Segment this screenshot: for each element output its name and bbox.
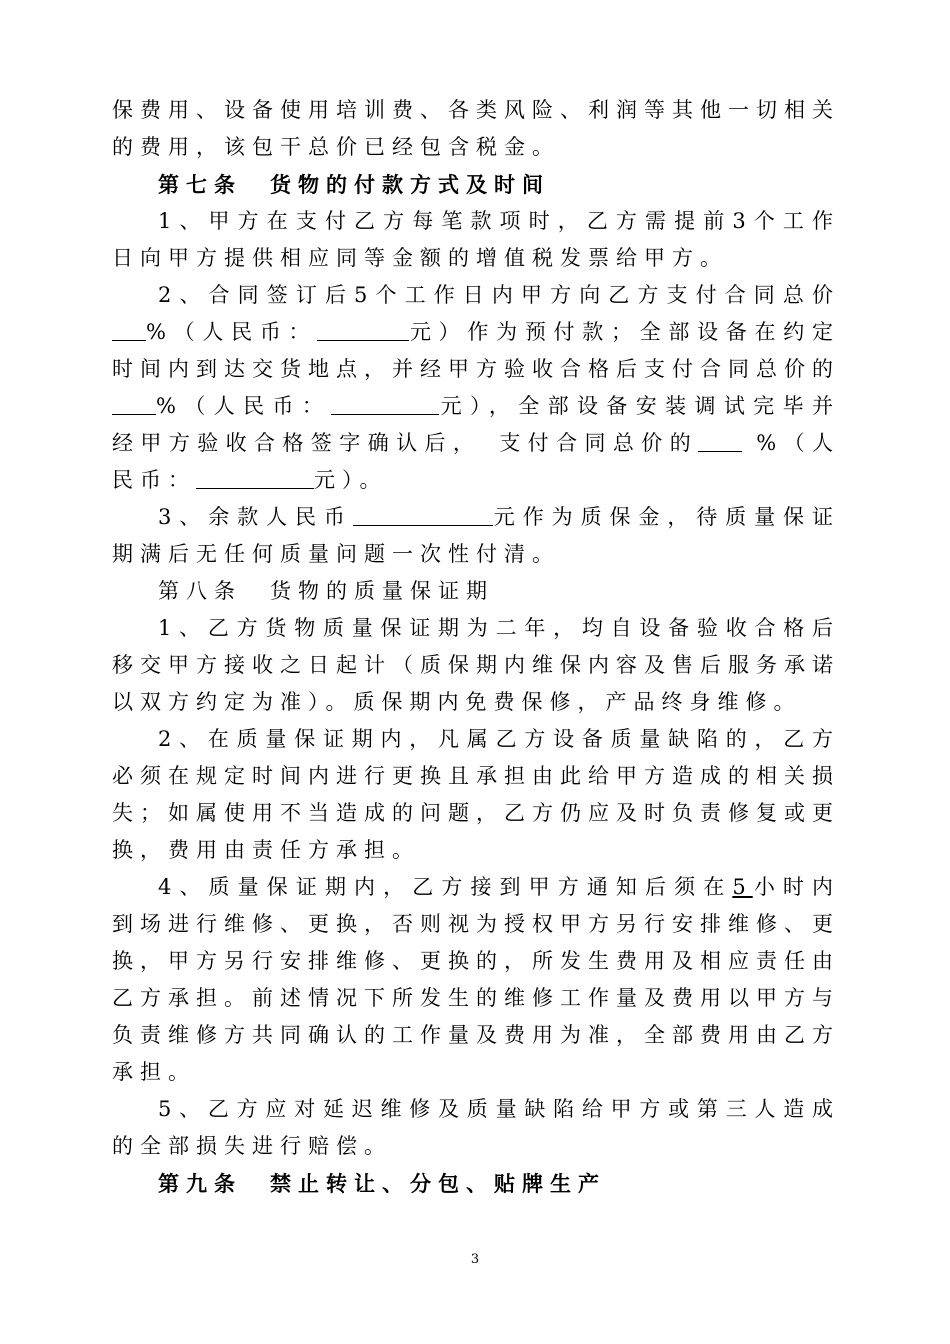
blank-amount-3: [196, 466, 314, 489]
blank-percent-3: [698, 429, 742, 452]
page-number: 3: [470, 1252, 480, 1267]
article-7-clause-2: 2、合同签订后5个工作日内甲方向乙方支付合同总价%（人民币： 元）作为预付款；全部设备在约定时间内到达交货地点，并经甲方验收合格后支付合同总价的%（人民币： 元），全部设备安装调试完毕并经甲方验收合格签字确认后， 支付合同总价的 %（人民币： 元）。: [112, 283, 840, 492]
article-9-heading: 第九条 禁止转让、分包、贴牌生产: [158, 1171, 606, 1196]
response-hours: 5: [732, 875, 753, 899]
article-8-clause-4: 4、质量保证期内，乙方接到甲方通知后须在5小时内到场进行维修、更换，否则视为授权甲方另行安排维修、更换，甲方另行安排维修、更换的，所发生费用及相应责任由乙方承担。前述情况下所发生的维修工作量及费用以甲方与负责维修方共同确认的工作量及费用为准，全部费用由乙方承担。: [112, 875, 841, 1084]
article-7-clause-1: 1、甲方在支付乙方每笔款项时，乙方需提前3个工作日向甲方提供相应同等金额的增值税发票给甲方。: [112, 209, 840, 270]
blank-retention-amount: [353, 503, 493, 526]
blank-percent-2: [112, 392, 156, 415]
blank-amount-1: [317, 318, 409, 341]
blank-percent-1: [112, 318, 146, 341]
article-8-heading: 第八条 货物的质量保证期: [158, 579, 494, 603]
article-8-clause-5: 5、乙方应对延迟维修及质量缺陷给甲方或第三人造成的全部损失进行赔偿。: [112, 1097, 840, 1158]
blank-amount-2: [331, 392, 439, 415]
document-body: [112, 92, 840, 1202]
article-7-heading: 第七条 货物的付款方式及时间: [158, 172, 550, 197]
paragraph-intro: 保费用、设备使用培训费、各类风险、利润等其他一切相关的费用，该包干总价已经包含税金。: [112, 98, 840, 159]
article-8-clause-2: 2、在质量保证期内，凡属乙方设备质量缺陷的，乙方必须在规定时间内进行更换且承担由此给甲方造成的相关损失；如属使用不当造成的问题，乙方仍应及时负责修复或更换，费用由责任方承担。: [112, 727, 840, 862]
article-7-clause-3: 3、余款人民币 元作为质保金，待质量保证期满后无任何质量问题一次性付清。: [112, 505, 840, 566]
article-8-clause-1: 1、乙方货物质量保证期为二年，均自设备验收合格后移交甲方接收之日起计（质保期内维保内容及售后服务承诺以双方约定为准）。质保期内免费保修，产品终身维修。: [112, 616, 840, 714]
